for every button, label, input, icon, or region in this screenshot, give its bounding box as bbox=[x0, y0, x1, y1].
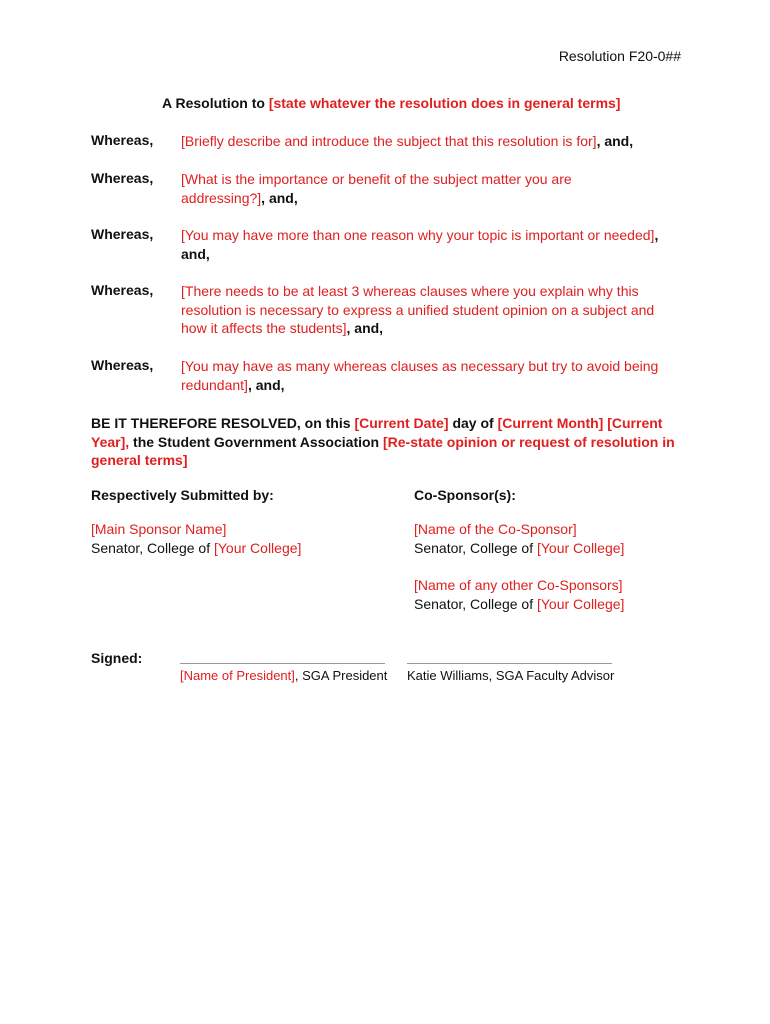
cosponsor-name: [Name of any other Co-Sponsors] bbox=[414, 577, 623, 593]
president-title: , SGA President bbox=[294, 668, 388, 683]
advisor-signature-line bbox=[407, 663, 612, 664]
senator-prefix: Senator, College of bbox=[414, 596, 537, 612]
whereas-text: [You may have more than one reason why your topic is important or needed] bbox=[181, 227, 655, 243]
whereas-suffix: , and, bbox=[247, 376, 285, 393]
whereas-label: Whereas, bbox=[91, 226, 154, 242]
whereas-label: Whereas, bbox=[91, 170, 154, 186]
whereas-clause bbox=[181, 357, 671, 394]
whereas-clause bbox=[181, 170, 651, 207]
submitted-heading: Respectively Submitted by: bbox=[91, 487, 274, 503]
whereas-text: [There needs to be at least 3 whereas clauses where you explain why this resolution is necessary to express a unified student opinion on a subject and how it affects the students] bbox=[181, 283, 655, 336]
sponsor-name: [Main Sponsor Name] bbox=[91, 521, 227, 537]
resolved-paragraph bbox=[91, 414, 681, 470]
cosponsor-college: [Your College] bbox=[536, 540, 625, 556]
president-name: [Name of President] bbox=[180, 668, 295, 683]
whereas-suffix: , and, bbox=[181, 227, 659, 262]
resolved-mid: day of bbox=[448, 415, 498, 431]
whereas-clause bbox=[181, 282, 681, 338]
whereas-text: [Briefly describe and introduce the subject that this resolution is for] bbox=[181, 133, 597, 149]
signed-label: Signed: bbox=[91, 650, 143, 666]
whereas-label: Whereas, bbox=[91, 357, 154, 373]
title-placeholder: [state whatever the resolution does in general terms] bbox=[268, 95, 621, 111]
senator-prefix: Senator, College of bbox=[414, 540, 537, 556]
resolved-opinion: [Re-state opinion or request of resolution in general terms] bbox=[91, 433, 675, 468]
title-prefix: A Resolution to bbox=[162, 95, 269, 111]
cosponsors-heading: Co-Sponsor(s): bbox=[414, 487, 516, 503]
resolution-title bbox=[162, 95, 620, 111]
whereas-text: [You may have as many whereas clauses as necessary but try to avoid being redundant] bbox=[181, 358, 659, 393]
whereas-label: Whereas, bbox=[91, 282, 154, 298]
sponsor-senator-line bbox=[91, 540, 301, 556]
whereas-text: [What is the importance or benefit of the subject matter you are addressing?] bbox=[181, 171, 572, 206]
resolution-number: Resolution F20-0## bbox=[558, 48, 681, 64]
advisor-caption: Katie Williams, SGA Faculty Advisor bbox=[407, 668, 615, 683]
sponsor-college: [Your College] bbox=[213, 540, 302, 556]
resolved-mid: the Student Government Association bbox=[129, 433, 383, 450]
whereas-label: Whereas, bbox=[91, 132, 154, 148]
president-signature-line bbox=[180, 663, 385, 664]
whereas-clause bbox=[181, 226, 661, 263]
senator-prefix: Senator, College of bbox=[91, 540, 214, 556]
resolved-date: [Current Date] bbox=[354, 415, 449, 431]
president-caption bbox=[180, 668, 387, 683]
cosponsor-name: [Name of the Co-Sponsor] bbox=[414, 521, 577, 537]
whereas-suffix: , and, bbox=[346, 320, 384, 336]
cosponsor-senator-line bbox=[414, 596, 624, 612]
whereas-clause bbox=[181, 132, 681, 151]
whereas-suffix: , and, bbox=[261, 189, 298, 206]
cosponsor-college: [Your College] bbox=[536, 596, 625, 612]
resolved-month-year: [Current Month] [Current Year], bbox=[91, 415, 663, 450]
cosponsor-senator-line bbox=[414, 540, 624, 556]
resolved-lead: BE IT THEREFORE RESOLVED, on this bbox=[91, 415, 355, 431]
whereas-suffix: , and, bbox=[596, 133, 634, 149]
